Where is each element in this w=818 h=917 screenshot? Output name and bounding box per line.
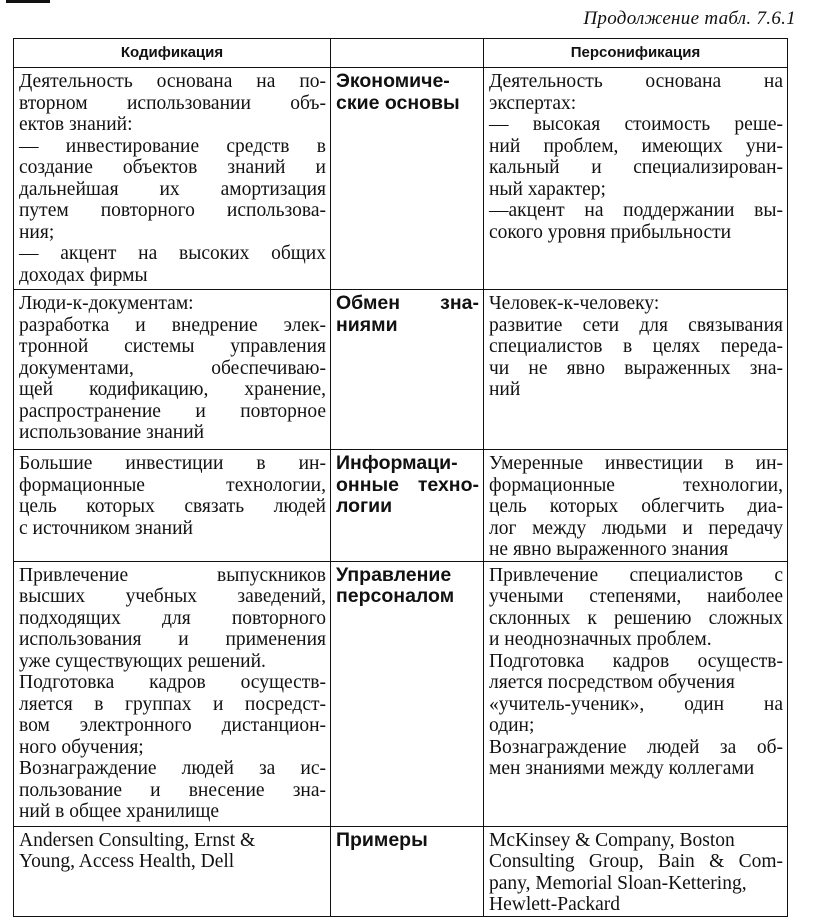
top-rule [6,0,50,3]
cell-line: учеными степенями, наиболее [489,586,783,607]
cell-line: онные техно- [336,473,479,496]
cell-line: вом электронного дистанцион- [19,715,326,736]
cell-line: развитие сети для связывания [489,314,783,336]
cell-line: Hewlett-Packard [489,894,621,915]
cell-line: Экономиче- [336,70,450,92]
cell-line: кальный и специализирован- [489,157,783,178]
cell-line: pany, Memorial Sloan-Kettering, [489,872,747,894]
category-cell [331,561,484,826]
cell-line: ляется в группах и посредст- [19,693,326,715]
cell-line: использования и применения [19,629,326,650]
cell-line: не явно выраженного знания [489,539,729,560]
category-cell [331,68,484,290]
cell-line: Consulting Group, Bain & Com- [489,851,783,872]
cell-line: Привлечение выпускников [19,564,326,586]
cell-line: с источником знаний [19,517,193,539]
cell-line: ный характер; [489,178,606,200]
cell-line: Andersen Consulting, Ernst & [19,829,256,851]
cell-line: Люди-к-документам: [19,293,194,314]
cell-line: цель которых связать людей [19,496,326,517]
cell-line: ектов знаний: [19,114,133,135]
cell-line: Привлечение специалистов с [489,564,783,586]
cell-line: логии [336,495,393,517]
table-row [14,561,788,826]
cell-line: склонных к решению сложных [489,607,783,629]
cell-line: подходящих для повторного [19,607,326,629]
cell-line: Информаци- [336,452,458,474]
cell-line: Большие инвестиции в ин- [19,453,326,474]
cell-line: ний [489,379,521,400]
cell-line: Примеры [336,828,428,851]
cell-line: один; [489,715,535,736]
table-row [14,68,788,290]
cell-line: путем повторного использова- [19,200,326,221]
cell-line: мен знаниями между коллегами [489,758,755,779]
cell-line: ний проблем, имеющих уни- [489,135,783,157]
header-row [14,39,788,68]
codification-cell [14,68,331,290]
cell-line: ного обучения; [19,736,144,758]
cell-line: создание объектов знаний и [19,157,326,178]
cell-line: тронной системы управления [19,336,326,357]
codification-cell [14,826,331,916]
cell-line: специалистов в целях переда- [489,336,783,357]
cell-line: высших учебных заведений, [19,586,326,607]
personification-cell [484,561,788,826]
personification-cell [484,450,788,562]
cell-line: ния; [19,221,55,243]
cell-line: доходах фирмы [19,264,148,286]
cell-line: дальнейшая их амортизация [19,178,326,200]
codification-cell [14,290,331,450]
cell-line: Деятельность основана на [489,71,783,92]
cell-line: документами, обеспечиваю- [19,357,326,379]
cell-line: использование знаний [19,422,205,443]
cell-line: уже существующих решений. [19,650,266,672]
cell-line: формационные технологии, [489,474,783,496]
category-cell [331,290,484,450]
cell-line: Умеренные инвестиции в ин- [489,453,783,474]
cell-line: экспертах: [489,92,577,114]
header-middle [331,39,484,68]
cell-line: Подготовка кадров осуществ- [489,650,783,672]
cell-line: щей кодификацию, хранение, [19,379,326,400]
cell-line: формационные технологии, [19,474,326,496]
cell-line: распространение и повторное [19,400,326,422]
cell-line: Деятельность основана на по- [19,71,326,92]
cell-line: сокого уровня прибыльности [489,221,732,243]
cell-line: ляется посредством обучения [489,672,735,693]
cell-line: разработка и внедрение элек- [19,314,326,336]
table-row [14,290,788,450]
cell-line: цель которых облегчить диа- [489,496,783,517]
cell-line: Young, Access Health, Dell [19,851,235,872]
cell-line: вторном использовании объ- [19,92,326,114]
cell-line: — инвестирование средств в [19,135,326,157]
cell-line: Управление [336,563,452,586]
cell-line: Обмен зна- [336,292,479,314]
cell-line: McKinsey & Company, Boston [489,829,735,851]
cell-line: ний в общее хранилище [19,801,219,822]
cell-line: Вознаграждение людей за об- [489,736,783,758]
table-row [14,450,788,562]
codification-cell [14,450,331,562]
category-cell [331,826,484,916]
cell-line: лог между людьми и передачу [489,517,783,539]
cell-line: персоналом [336,585,455,607]
cell-line: — акцент на высоких общих [19,243,326,264]
cell-line: Человек-к-человеку: [489,293,660,314]
personification-cell [484,826,788,916]
header-personification: Персонификация [484,39,788,68]
cell-line: Подготовка кадров осуществ- [19,672,326,693]
cell-line: и неоднозначных проблем. [489,629,712,650]
cell-line: ские основы [336,91,460,114]
cell-line: — высокая стоимость реше- [489,114,783,135]
cell-line: ниями [336,313,398,336]
comparison-table [13,38,788,917]
cell-line: чи не явно выраженных зна- [489,357,783,379]
table-row [14,826,788,916]
cell-line: Вознаграждение людей за ис- [19,758,326,779]
personification-cell [484,68,788,290]
personification-cell [484,290,788,450]
cell-line: пользование и внесение зна- [19,779,326,801]
table-caption: Продолжение табл. 7.6.1 [583,8,796,29]
category-cell [331,450,484,562]
cell-line: —акцент на поддержании вы- [489,200,783,221]
codification-cell [14,561,331,826]
header-codification: Кодификация [14,39,331,68]
cell-line: «учитель-ученик», один на [489,693,783,715]
